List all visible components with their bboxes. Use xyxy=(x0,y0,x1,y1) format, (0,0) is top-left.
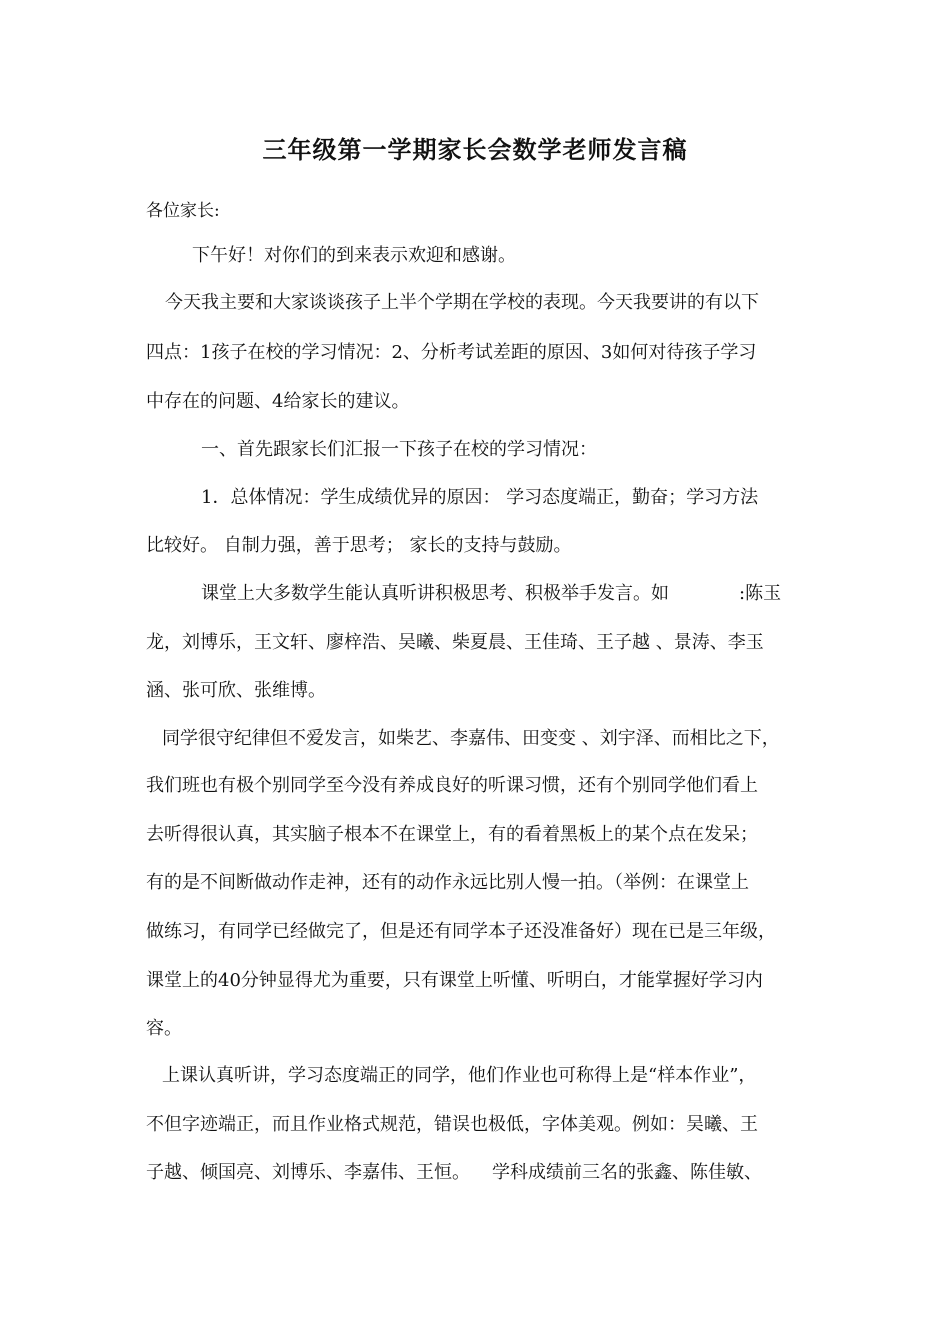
paragraph-line xyxy=(146,1160,762,1186)
paragraph-line-text: 学科成绩前三名的张鑫、陈佳敏、 xyxy=(492,1162,762,1183)
document-title: 三年级第一学期家长会数学老师发言稿 xyxy=(262,135,688,164)
paragraph-line xyxy=(201,581,781,607)
paragraph-line: 去听得很认真，其实脑子根本不在课堂上，有的看着黑板上的某个点在发呆； xyxy=(146,824,758,845)
paragraph-line: 龙，刘博乐，王文轩、廖梓浩、吴曦、柴夏晨、王佳琦、王子越 、景涛、李玉 xyxy=(146,632,764,653)
paragraph-line: 做练习，有同学已经做完了，但是还有同学本子还没准备好）现在已是三年级， xyxy=(146,921,776,942)
paragraph-line: 不但字迹端正，而且作业格式规范，错误也极低，字体美观。例如：吴曦、王 xyxy=(146,1114,758,1135)
paragraph-line: 有的是不间断做动作走神，还有的动作永远比别人慢一拍。（举例：在课堂上 xyxy=(146,872,749,893)
paragraph-line: 我们班也有极个别同学至今没有养成良好的听课习惯，还有个别同学他们看上 xyxy=(146,775,758,796)
paragraph-line: 四点：1孩子在校的学习情况：2、分析考试差距的原因、3如何对待孩子学习 xyxy=(146,342,757,363)
paragraph-line: 上课认真听讲，学习态度端正的同学，他们作业也可称得上是“样本作业”， xyxy=(162,1065,757,1086)
paragraph-line: 课堂上的40分钟显得尤为重要，只有课堂上听懂、听明白，才能掌握好学习内 xyxy=(146,970,763,991)
paragraph-line-text: 子越、倾国亮、刘博乐、李嘉伟、王恒。 xyxy=(146,1162,470,1183)
section-heading: 一、首先跟家长们汇报一下孩子在校的学习情况： xyxy=(201,439,597,460)
paragraph-line: 比较好。 自制力强，善于思考； 家长的支持与鼓励。 xyxy=(146,535,572,556)
paragraph-line-greeting: 下午好！对你们的到来表示欢迎和感谢。 xyxy=(192,245,516,266)
paragraph-line: 今天我主要和大家谈谈孩子上半个学期在学校的表现。今天我要讲的有以下 xyxy=(165,292,759,313)
paragraph-line: 同学很守纪律但不爱发言，如柴艺、李嘉伟、田变变 、刘宇泽、而相比之下， xyxy=(162,728,780,749)
paragraph-line: 涵、张可欣、张维博。 xyxy=(146,680,326,701)
paragraph-line-text: :陈玉 xyxy=(739,583,782,604)
paragraph-line: 容。 xyxy=(146,1018,182,1039)
paragraph-line-text: 课堂上大多数学生能认真听讲积极思考、积极举手发言。如 xyxy=(201,583,669,604)
paragraph-line: 1．总体情况：学生成绩优异的原因： 学习态度端正，勤奋；学习方法 xyxy=(201,487,759,508)
paragraph-line: 中存在的问题、4给家长的建议。 xyxy=(146,391,410,412)
salutation: 各位家长: xyxy=(146,201,220,221)
